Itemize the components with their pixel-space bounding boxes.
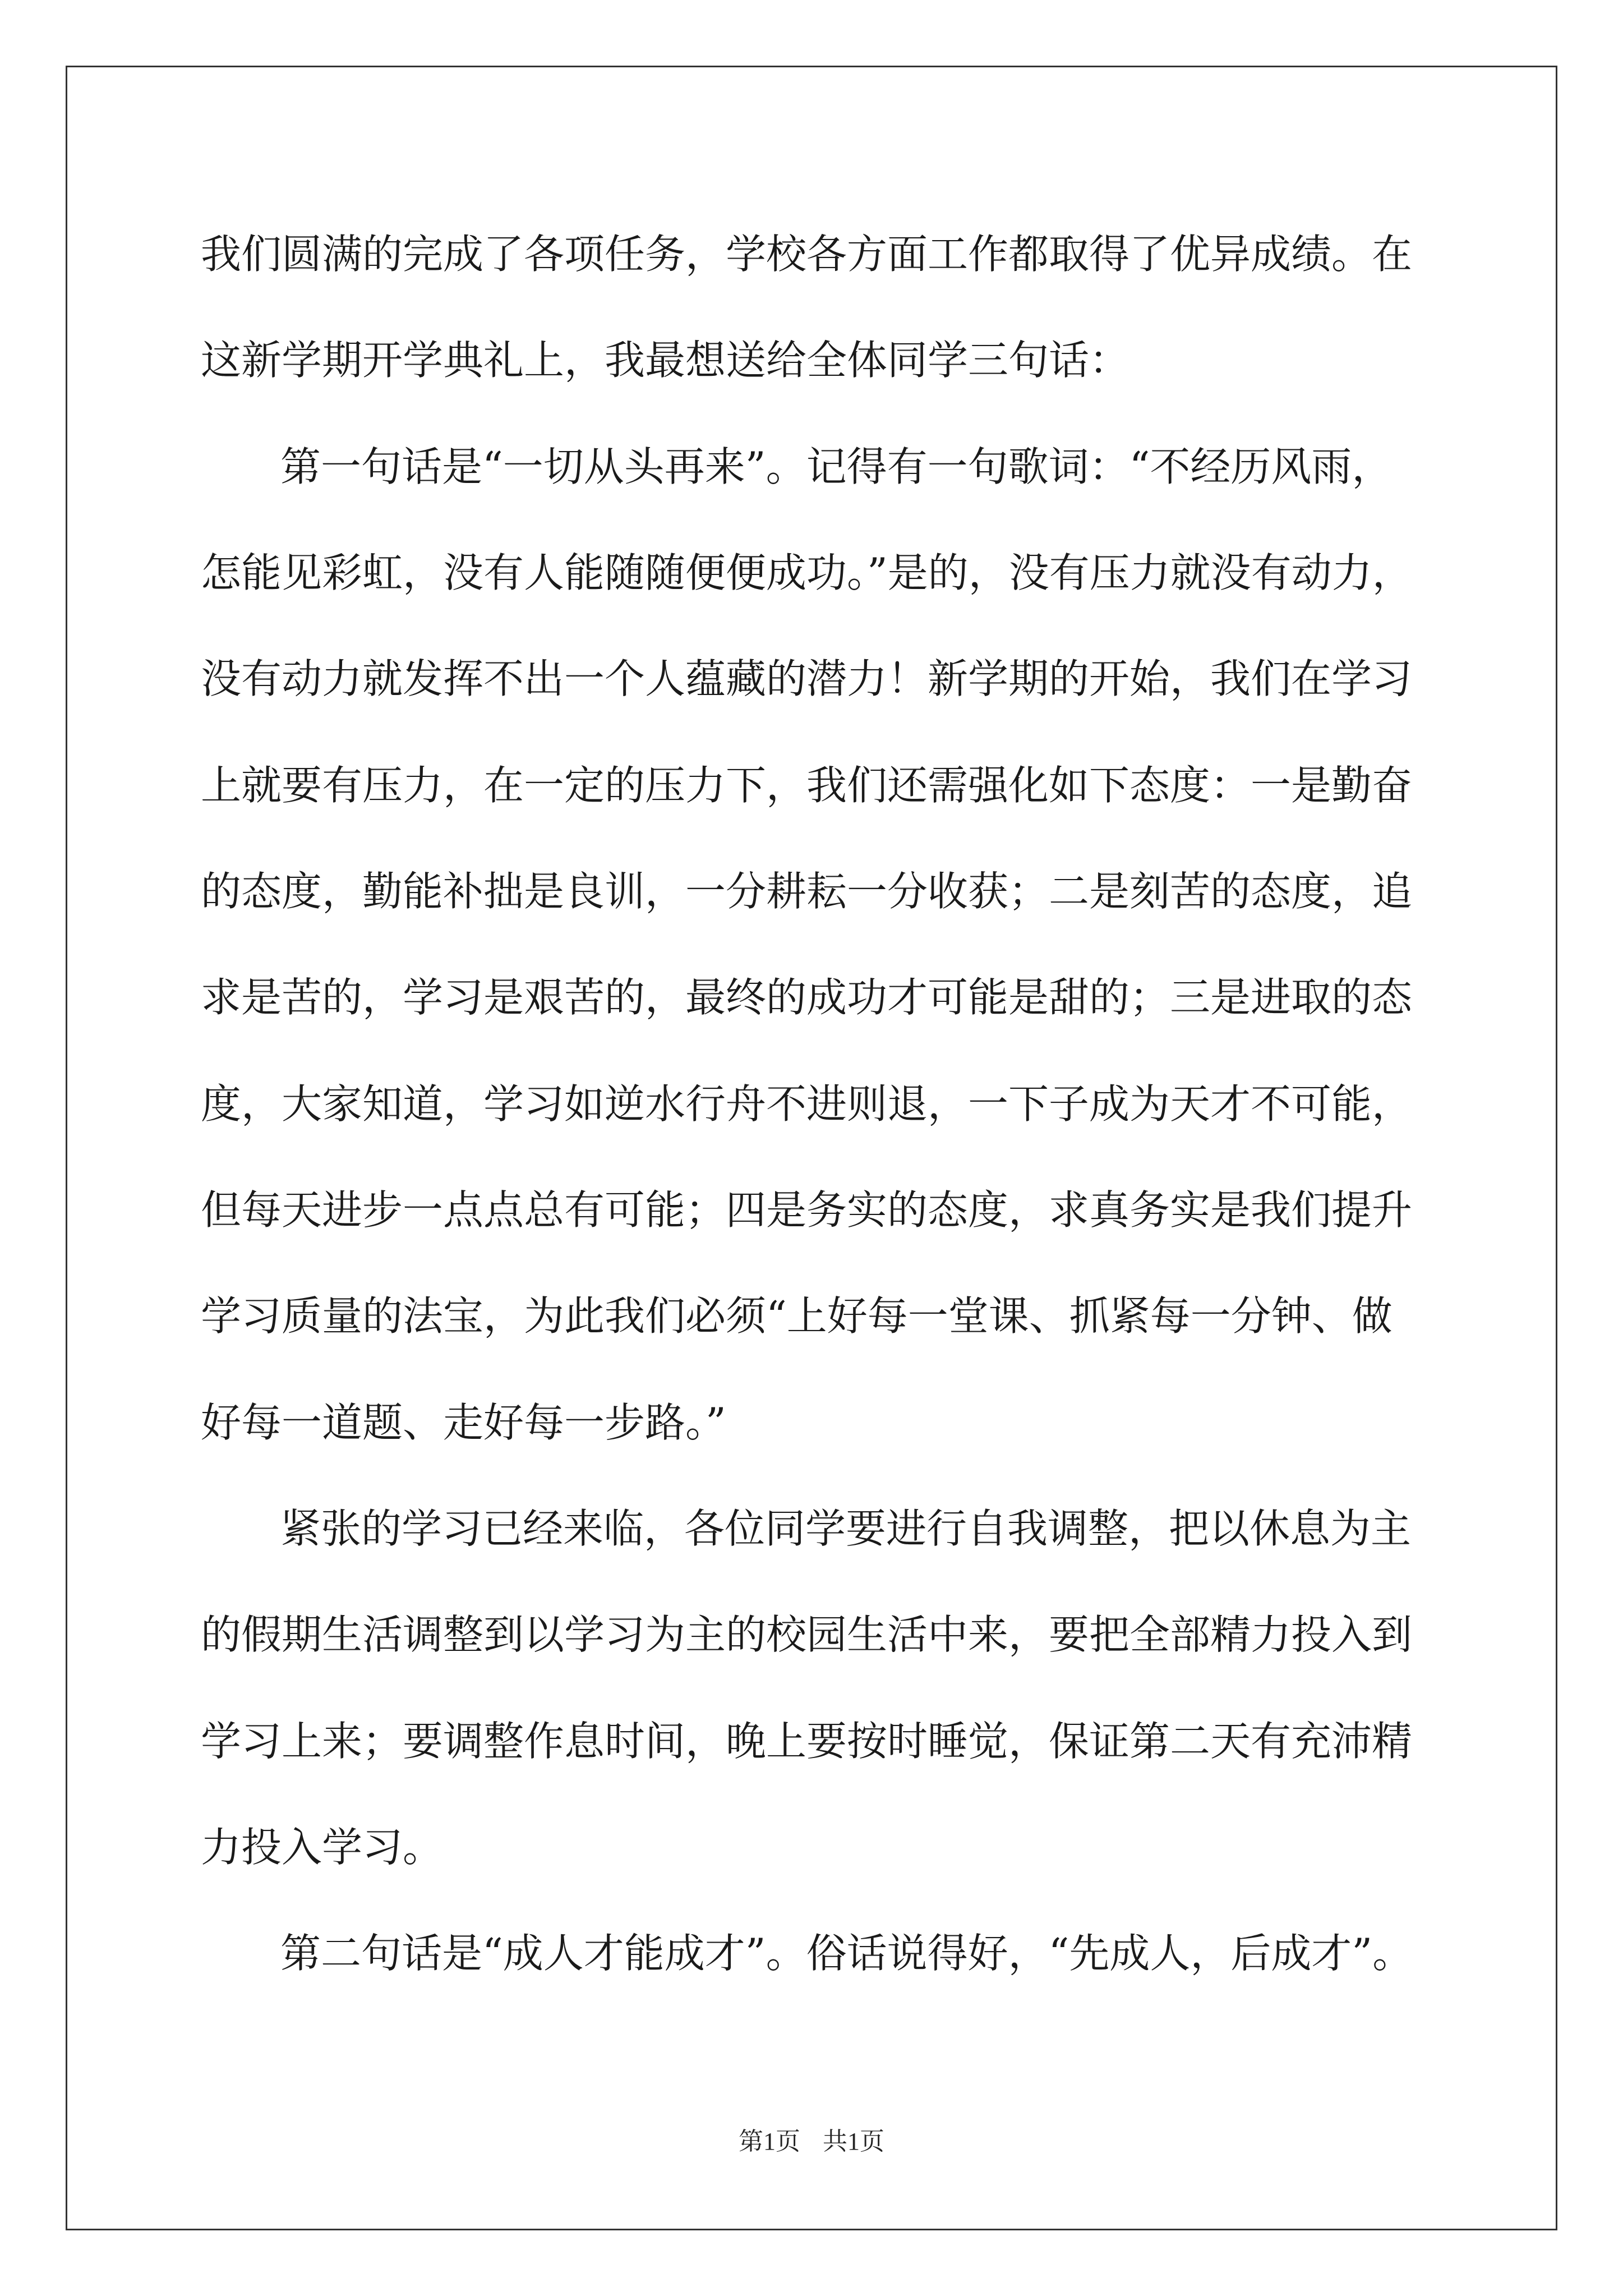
text-line: 上就要有压力，在一定的压力下，我们还需强化如下态度：一是勤奋 [201, 762, 1413, 809]
page-total: 共1页 [823, 2128, 884, 2155]
text-line: 我们圆满的完成了各项任务，学校各方面工作都取得了优异成绩。在 [201, 231, 1413, 278]
text-line: 好每一道题、走好每一步路。” [201, 1399, 726, 1446]
page-footer [0, 2126, 1623, 2157]
page-number: 第1页 [739, 2128, 800, 2155]
paragraph-first-line: 紧张的学习已经来临，各位同学要进行自我调整，把以休息为主 [280, 1505, 1412, 1552]
text-line: 没有动力就发挥不出一个人蕴藏的潜力！新学期的开始，我们在学习 [201, 655, 1413, 702]
text-line: 力投入学习。 [201, 1824, 444, 1871]
text-line: 求是苦的，学习是艰苦的，最终的成功才可能是甜的；三是进取的态 [201, 974, 1413, 1021]
text-line: 的假期生活调整到以学习为主的校园生活中来，要把全部精力投入到 [201, 1611, 1413, 1658]
text-line: 但每天进步一点点总有可能；四是务实的态度，求真务实是我们提升 [201, 1186, 1413, 1234]
paragraph-first-line: 第一句话是“一切从头再来”。记得有一句歌词：“不经历风雨， [280, 443, 1393, 490]
text-line: 这新学期开学典礼上，我最想送给全体同学三句话： [201, 337, 1130, 384]
text-line: 怎能见彩虹，没有人能随随便便成功。”是的，没有压力就没有动力， [201, 549, 1413, 596]
paragraph-first-line: 第二句话是“成人才能成才”。俗话说得好，“先成人，后成才”。 [280, 1930, 1413, 1977]
page-border [66, 66, 1557, 2230]
text-line: 学习质量的法宝，为此我们必须“上好每一堂课、抓紧每一分钟、做 [201, 1292, 1393, 1340]
text-line: 的态度，勤能补拙是良训，一分耕耘一分收获；二是刻苦的态度，追 [201, 868, 1413, 915]
text-line: 学习上来；要调整作息时间，晚上要按时睡觉，保证第二天有充沛精 [201, 1718, 1413, 1765]
text-line: 度，大家知道，学习如逆水行舟不进则退，一下子成为天才不可能， [201, 1080, 1413, 1128]
